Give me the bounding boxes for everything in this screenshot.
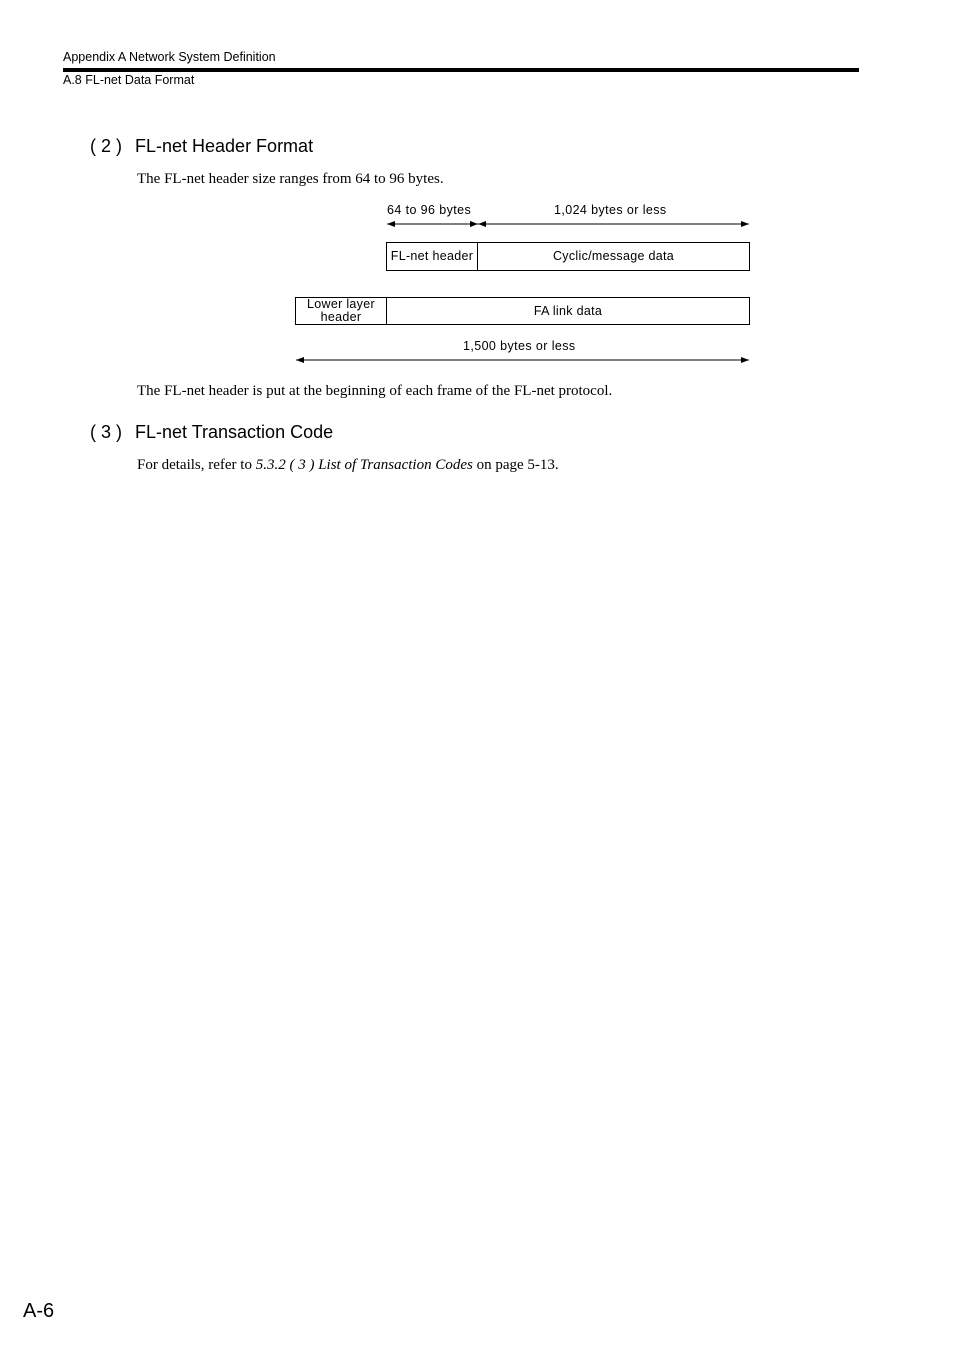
label-frame-size: 1,500 bytes or less	[463, 339, 576, 353]
box-lower-layer-header	[295, 297, 387, 325]
page-number: A-6	[23, 1300, 55, 1322]
box-lower-layer-line1: Lower layer	[307, 297, 375, 311]
header-section: A.8 FL-net Data Format	[63, 73, 195, 87]
box-cyclic-message-data	[477, 242, 750, 271]
box-cyclic-message-label: Cyclic/message data	[552, 249, 675, 263]
section-3-text	[137, 457, 559, 474]
box-fa-link-label: FA link data	[533, 303, 603, 318]
box-lower-layer-line2: header	[320, 310, 362, 324]
frame-format-diagram	[0, 0, 954, 400]
box-fl-net-header-label: FL-net header	[390, 249, 474, 263]
section-2-title: FL-net Header Format	[135, 136, 314, 156]
section-3-text-before: For details, refer to	[137, 457, 256, 473]
label-header-size: 64 to 96 bytes	[387, 203, 472, 217]
section-2-after: The FL-net header is put at the beginning of each frame of the FL-net protocol.	[137, 383, 613, 399]
transaction-codes-reference-link[interactable]: 5.3.2 ( 3 ) List of Transaction Codes	[255, 457, 473, 473]
section-2-intro: The FL-net header size ranges from 64 to 96 bytes.	[137, 171, 444, 187]
section-3-text-after: on page 5-13.	[472, 457, 559, 473]
label-data-size: 1,024 bytes or less	[554, 203, 667, 217]
box-fl-net-header	[386, 242, 478, 271]
section-3-title: FL-net Transaction Code	[135, 422, 334, 442]
box-fa-link-data	[386, 297, 750, 325]
section-2-number: ( 2 )	[90, 136, 123, 156]
section-3-heading	[90, 422, 333, 443]
header-chapter: Appendix A Network System Definition	[63, 50, 276, 64]
section-3-number: ( 3 )	[90, 422, 123, 442]
